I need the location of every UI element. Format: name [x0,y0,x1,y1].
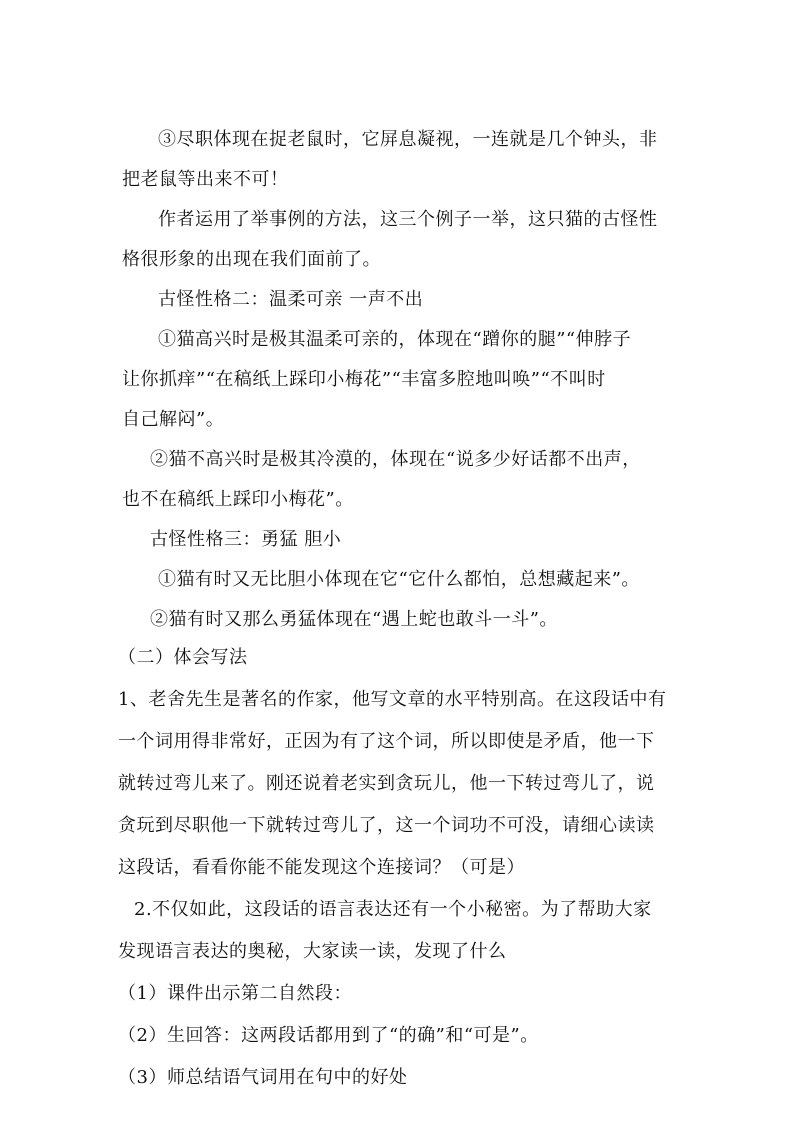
text-line: 让你抓痒”“在稿纸上踩印小梅花”“丰富多腔地叫唤”“不叫时 [122,369,606,390]
section-heading: 古怪性格二：温柔可亲 一声不出 [158,289,424,310]
text-line: ①猫有时又无比胆小体现在它“它什么都怕，总想藏起来”。 [158,569,640,590]
text-line: 就转过弯儿来了。刚还说着老实到贪玩儿，他一下转过弯儿了，说 [118,773,655,794]
list-item: （2）生回答：这两段话都用到了“的确”和“可是”。 [118,1025,539,1046]
list-item: （3）师总结语气词用在句中的好处 [118,1067,408,1088]
text-line: 2.不仅如此，这段话的语言表达还有一个小秘密。为了帮助大家 [134,899,652,920]
text-line: 这段话，看看你能不能发现这个连接词？（可是） [118,857,525,878]
text-line: 1、老舍先生是著名的作家，他写文章的水平特别高。在这段话中有 [118,689,667,710]
text-line: 一个词用得非常好，正因为有了这个词，所以即使是矛盾，他一下 [118,731,655,752]
section-heading: （二）体会写法 [118,647,248,668]
text-line: 也不在稿纸上踩印小梅花”。 [122,489,354,510]
text-line: ③尽职体现在捉老鼠时，它屏息凝视，一连就是几个钟头，非 [158,129,658,150]
text-line: ②猫有时又那么勇猛体现在“遇上蛇也敢斗一斗”。 [150,609,558,630]
section-heading: 古怪性格三：勇猛 胆小 [150,529,342,550]
text-line: 发现语言表达的奥秘，大家读一读，发现了什么 [118,941,507,962]
text-line: 格很形象的出现在我们面前了。 [122,249,381,270]
list-item: （1）课件出示第二自然段： [118,983,352,1004]
text-line: ①猫高兴时是极其温柔可亲的，体现在“蹭你的腿”“伸脖子 [158,329,632,350]
text-line: 贪玩到尽职他一下就转过弯儿了，这一个词功不可没，请细心读读 [118,815,655,836]
text-line: ②猫不高兴时是极其冷漠的，体现在“说多少好话都不出声， [150,449,641,470]
text-line: 把老鼠等出来不可！ [122,169,289,190]
text-line: 自己解闷”。 [122,409,225,430]
text-line: 作者运用了举事例的方法，这三个例子一举，这只猫的古怪性 [158,209,658,230]
